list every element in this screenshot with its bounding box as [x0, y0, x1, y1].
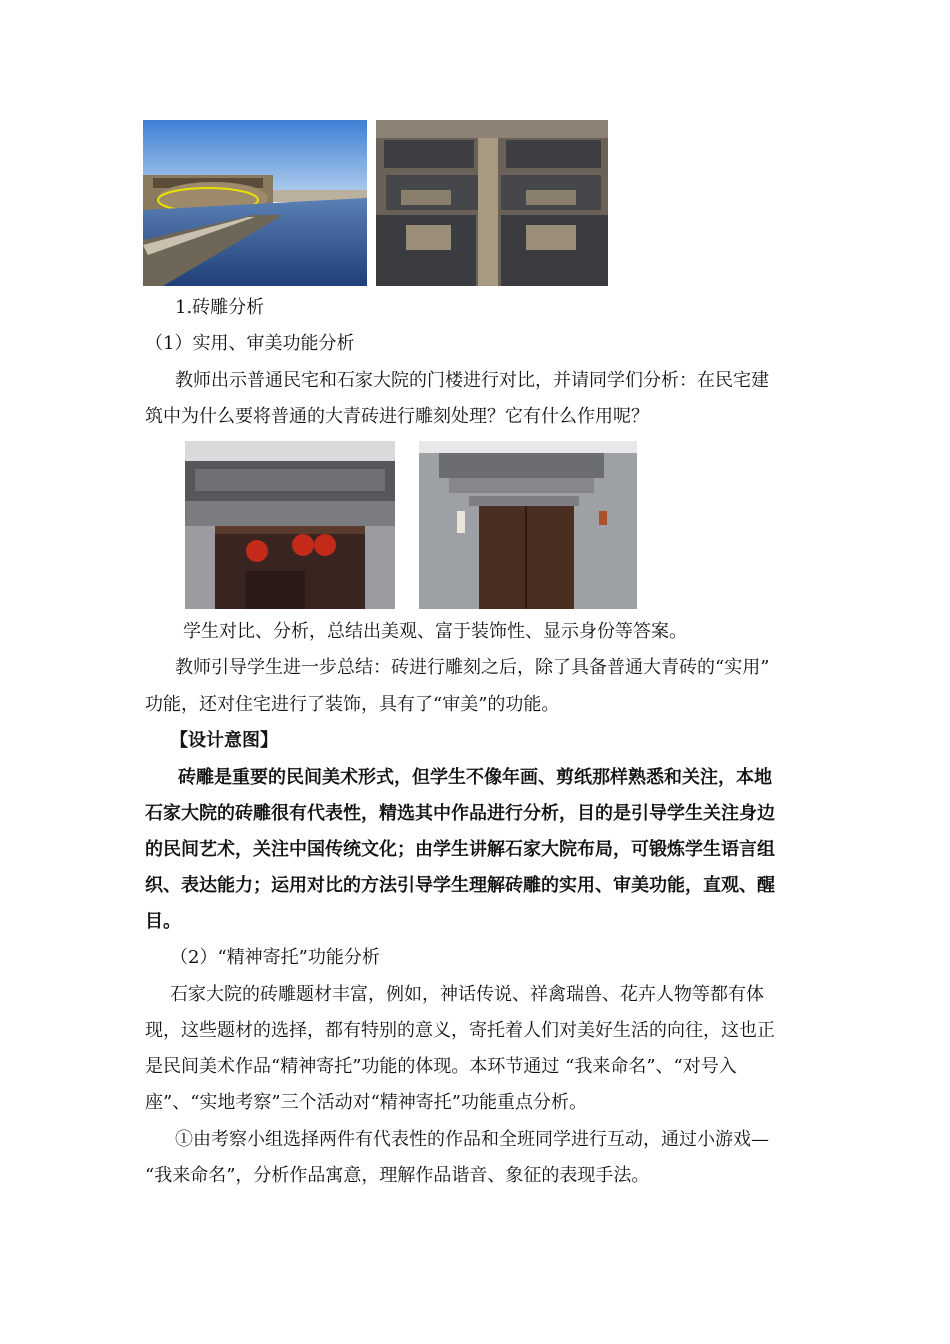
design-intent-heading: 【设计意图】 [170, 730, 278, 751]
paragraph-4-line-4: 座”、“实地考察”三个活动对“精神寄托”功能重点分析。 [145, 1092, 588, 1113]
design-intent-line-1: 砖雕是重要的民间美术形式，但学生不像年画、剪纸那样熟悉和关注，本地 [178, 767, 772, 788]
photo-ornate-gate [185, 441, 395, 609]
photo-river-courtyard [143, 120, 367, 286]
paragraph-4-line-1: 石家大院的砖雕题材丰富，例如，神话传说、祥禽瑞兽、花卉人物等都有体 [170, 984, 764, 1005]
section-heading: 1.砖雕分析 [175, 297, 265, 318]
subsection-heading-1: （1）实用、审美功能分析 [145, 333, 355, 354]
paragraph-5-line-1: ①由考察小组选择两件有代表性的作品和全班同学进行互动，通过小游戏— [175, 1129, 769, 1150]
paragraph-3-line-2: 功能，还对住宅进行了装饰，具有了“审美”的功能。 [145, 694, 560, 715]
design-intent-line-2: 石家大院的砖雕很有代表性，精选其中作品进行分析，目的是引导学生关注身边 [145, 803, 775, 824]
photo-plain-gate [419, 441, 637, 609]
paragraph-1-line-1: 教师出示普通民宅和石家大院的门楼进行对比，并请同学们分析：在民宅建 [175, 370, 769, 391]
paragraph-5-line-2: “我来命名”，分析作品寓意，理解作品谐音、象征的表现手法。 [145, 1165, 650, 1186]
paragraph-1-line-2: 筑中为什么要将普通的大青砖进行雕刻处理？它有什么作用呢？ [145, 406, 649, 427]
paragraph-4-line-3: 是民间美术作品“精神寄托”功能的体现。本环节通过 “我来命名”、“对号入 [145, 1056, 737, 1077]
design-intent-line-4: 织、表达能力；运用对比的方法引导学生理解砖雕的实用、审美功能，直观、醒 [145, 875, 775, 896]
paragraph-4-line-2: 现，这些题材的选择，都有特别的意义，寄托着人们对美好生活的向往，这也正 [145, 1020, 775, 1041]
paragraph-3-line-1: 教师引导学生进一步总结：砖进行雕刻之后，除了具备普通大青砖的“实用” [175, 657, 770, 678]
subsection-heading-2: （2）“精神寄托”功能分析 [170, 947, 380, 968]
paragraph-2: 学生对比、分析，总结出美观、富于装饰性、显示身份等答案。 [183, 621, 687, 642]
design-intent-line-5: 目。 [145, 911, 181, 932]
design-intent-line-3: 的民间艺术，关注中国传统文化；由学生讲解石家大院布局，可锻炼学生语言组 [145, 839, 775, 860]
photo-aerial-courtyard [376, 120, 608, 286]
